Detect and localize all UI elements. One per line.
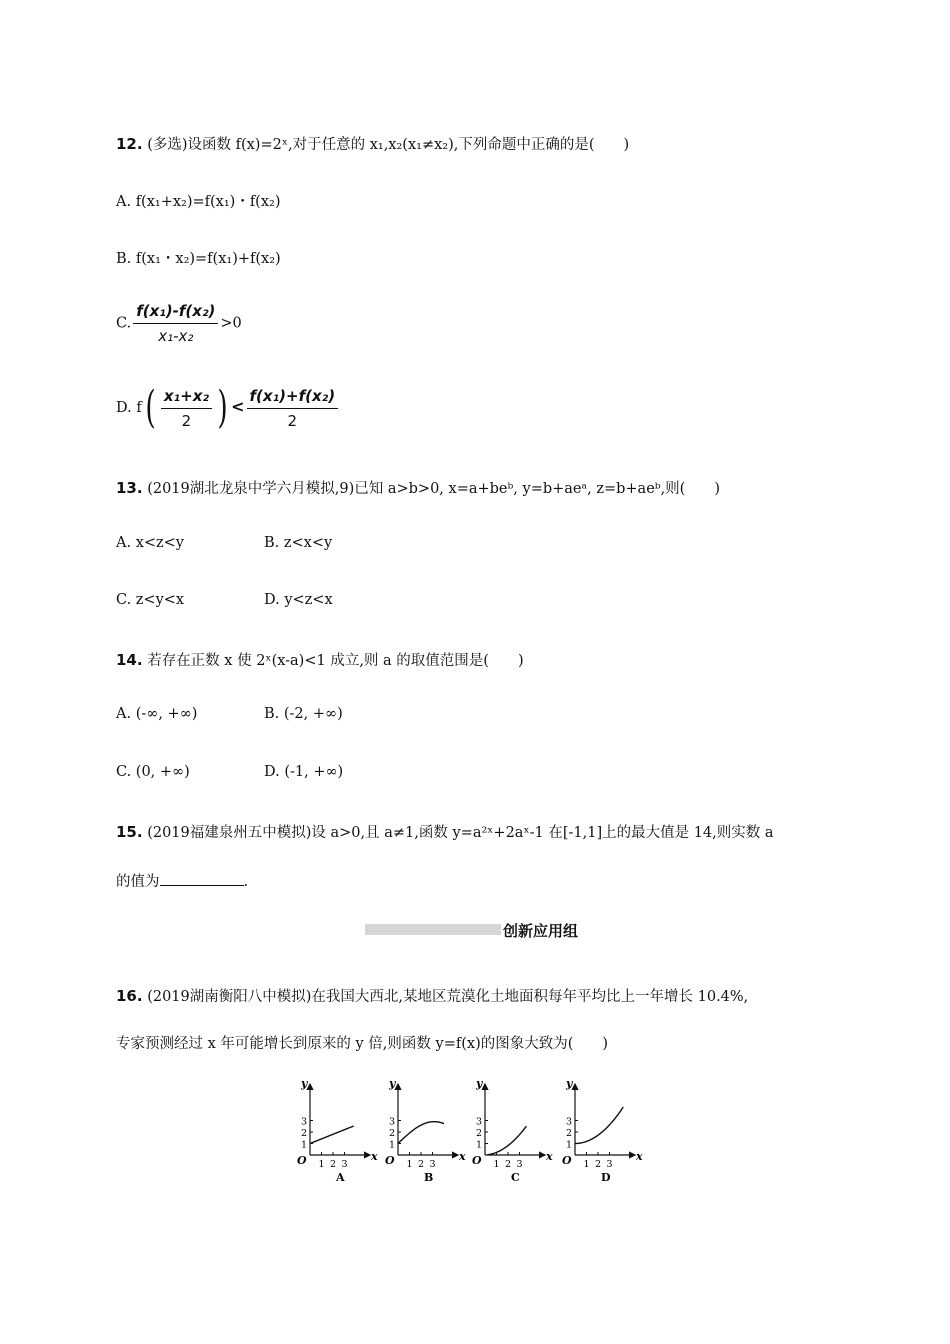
q12-d-less-than: <: [231, 397, 245, 416]
y-tick-label: 1: [476, 1139, 483, 1151]
x-tick-label: 2: [505, 1159, 512, 1170]
y-tick-label: 1: [566, 1139, 573, 1151]
q12-c-denominator: x₁-x₂: [158, 327, 194, 345]
q13-option-b: B. z<x<y: [264, 535, 333, 551]
x-tick-label: 2: [330, 1159, 337, 1170]
q15-stem: [116, 821, 774, 842]
origin-label: O: [297, 1154, 307, 1167]
x-axis-label: x: [459, 1150, 466, 1163]
origin-label: O: [472, 1154, 482, 1167]
section-bar: [365, 924, 501, 935]
y-tick-label: 2: [389, 1128, 396, 1139]
x-tick-label: 2: [595, 1159, 602, 1170]
section-title: 创新应用组: [503, 922, 579, 940]
q13-number: 13.: [116, 479, 143, 497]
function-curve: [310, 1126, 354, 1143]
function-curve: [487, 1126, 526, 1155]
q13-stem: [116, 477, 720, 498]
y-axis-label: y: [566, 1077, 573, 1090]
q15-stem2-text: 的值为: [116, 874, 160, 890]
q14-stem-text: 若存在正数 x 使 2ˣ(x-a)<1 成立,则 a 的取值范围是( ): [147, 653, 524, 669]
graph-caption: D: [601, 1171, 611, 1184]
q12-c-fraction: [133, 302, 218, 345]
y-tick-label: 2: [301, 1128, 308, 1139]
y-tick-label: 3: [476, 1116, 483, 1128]
q13-option-c: C. z<y<x: [116, 592, 185, 608]
x-tick-label: 1: [583, 1159, 590, 1170]
y-tick-label: 1: [301, 1139, 308, 1151]
q16-stem: [116, 985, 748, 1006]
q12-d-numerator-2: f(x₁)+f(x₂): [247, 387, 339, 409]
origin-label: O: [385, 1154, 395, 1167]
q12-c-suffix: >0: [220, 315, 242, 332]
graph-caption: A: [336, 1171, 345, 1184]
x-tick-label: 3: [341, 1159, 348, 1170]
q15-stem-text: (2019福建泉州五中模拟)设 a>0,且 a≠1,函数 y=a²ˣ+2aˣ-1 在[-1,1]上的最大值是 14,则实数 a: [147, 825, 774, 841]
answer-blank[interactable]: [160, 871, 244, 886]
q12-d-denominator-2: 2: [287, 411, 298, 430]
y-tick-label: 3: [389, 1116, 396, 1128]
q13-option-d: D. y<z<x: [264, 592, 333, 608]
q12-d-fraction-1: [161, 387, 212, 430]
q12-option-d: [116, 382, 340, 433]
y-axis-label: y: [476, 1077, 483, 1090]
q12-c-prefix: C.: [116, 315, 132, 332]
q13-stem-text: (2019湖北龙泉中学六月模拟,9)已知 a>b>0, x=a+beᵇ, y=b+aeᵃ, z=b+aeᵇ,则( ): [147, 481, 720, 497]
q16-stem-line2: 专家预测经过 x 年可能增长到原来的 y 倍,则函数 y=f(x)的图象大致为( ): [116, 1036, 609, 1052]
origin-label: O: [562, 1154, 572, 1167]
x-axis-label: x: [636, 1150, 643, 1163]
q14-option-d: D. (-1, +∞): [264, 764, 344, 780]
y-axis-label: y: [389, 1077, 396, 1090]
y-tick-label: 2: [566, 1128, 573, 1139]
q16-number: 16.: [116, 987, 143, 1005]
q12-d-numerator-1: x₁+x₂: [161, 387, 212, 409]
q12-d-prefix: D. f: [116, 400, 142, 416]
graph-caption: C: [511, 1171, 520, 1184]
q12-d-fraction-2: [247, 387, 339, 430]
q12-c-numerator: f(x₁)-f(x₂): [133, 302, 218, 324]
left-paren: (: [145, 382, 156, 433]
x-axis-label: x: [546, 1150, 553, 1163]
y-tick-label: 3: [566, 1116, 573, 1128]
x-tick-label: 3: [429, 1159, 436, 1170]
graph-caption: B: [424, 1171, 434, 1184]
q15-period: .: [243, 874, 249, 890]
x-axis-label: x: [371, 1150, 378, 1163]
q16-stem-text: (2019湖南衡阳八中模拟)在我国大西北,某地区荒漠化土地面积每年平均比上一年增长 10.4%,: [147, 989, 749, 1005]
q12-option-b: B. f(x₁・x₂)=f(x₁)+f(x₂): [116, 251, 281, 267]
x-tick-label: 3: [516, 1159, 523, 1170]
x-tick-label: 1: [318, 1159, 325, 1170]
q14-stem: [116, 649, 524, 670]
answer-graphs: [286, 1072, 666, 1190]
x-tick-label: 1: [406, 1159, 413, 1170]
q14-option-c: C. (0, +∞): [116, 764, 190, 780]
x-tick-label: 3: [606, 1159, 613, 1170]
y-tick-label: 1: [389, 1139, 396, 1151]
y-axis-label: y: [301, 1077, 308, 1090]
y-tick-label: 2: [476, 1128, 483, 1139]
q14-number: 14.: [116, 651, 143, 669]
q15-number: 15.: [116, 823, 143, 841]
q14-option-a: A. (-∞, +∞): [116, 706, 198, 722]
function-curve: [575, 1107, 623, 1144]
q12-d-denominator-1: 2: [181, 411, 192, 430]
q13-option-a: A. x<z<y: [116, 535, 184, 551]
x-tick-label: 1: [493, 1159, 500, 1170]
y-tick-label: 3: [301, 1116, 308, 1128]
q12-number: 12.: [116, 135, 143, 153]
q12-stem-text: (多选)设函数 f(x)=2ˣ,对于任意的 x₁,x₂(x₁≠x₂),下列命题中正确的是( ): [147, 137, 630, 153]
function-curve: [398, 1122, 444, 1144]
q12-option-a: A. f(x₁+x₂)=f(x₁)・f(x₂): [116, 194, 281, 210]
q12-option-c: [116, 302, 242, 345]
q14-option-b: B. (-2, +∞): [264, 706, 343, 722]
x-tick-label: 2: [418, 1159, 425, 1170]
q12-stem: [116, 133, 629, 154]
right-paren: ): [217, 382, 228, 433]
q15-stem-line2: [116, 870, 248, 891]
